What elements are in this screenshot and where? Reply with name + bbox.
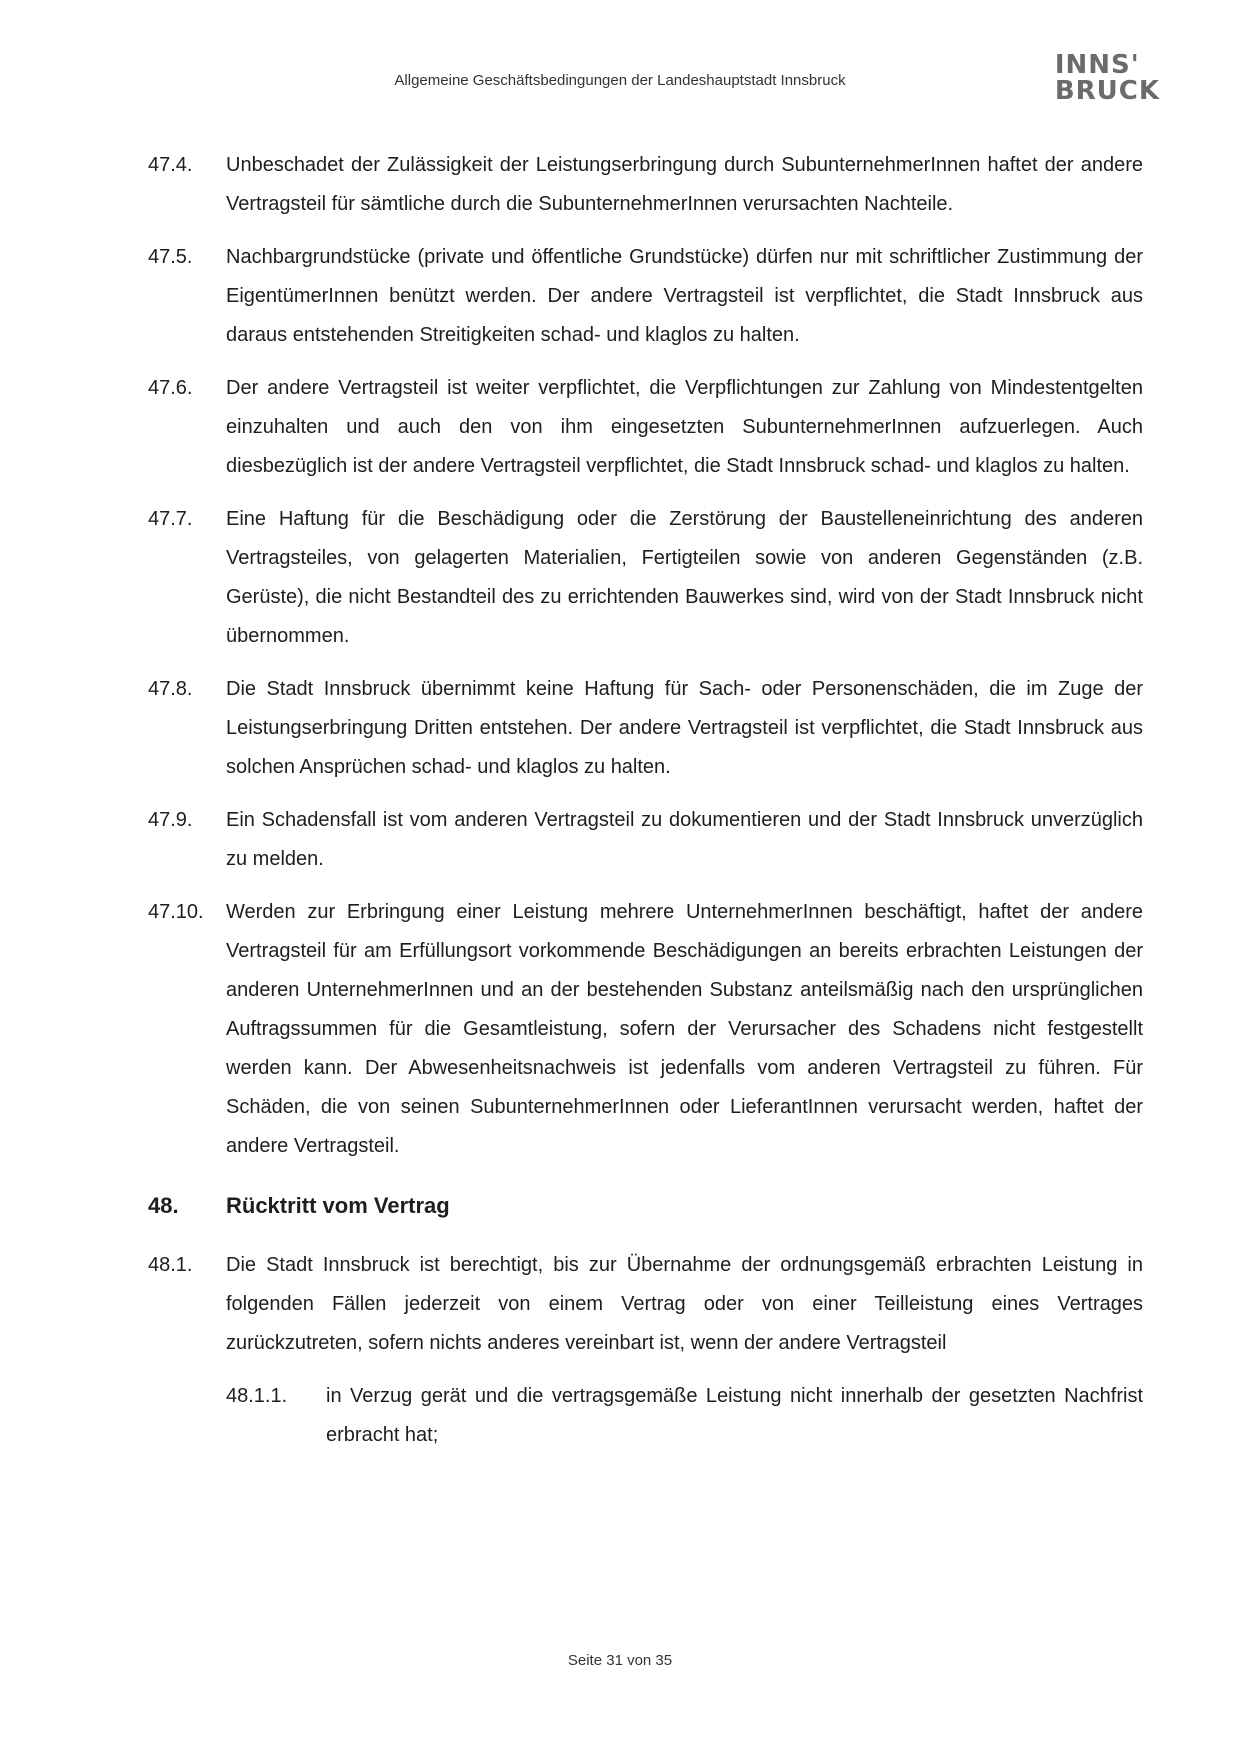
- clause-47-8: [148, 670, 1143, 787]
- clause-48-1: [148, 1246, 1143, 1363]
- clause-number: 47.10.: [148, 901, 204, 923]
- subclause-number: 48.1.1.: [226, 1385, 288, 1407]
- clause-47-9: [148, 801, 1143, 879]
- section-number: 48.: [148, 1193, 179, 1218]
- page-number: Seite 31 von 35: [567, 1652, 673, 1669]
- clause-text: Die Stadt Innsbruck ist berechtigt, bis zur Übernahme der ordnungsgemäß erbrachten Leistung in folgenden Fällen jederzeit von einem Vertrag oder von einer Teilleistung eines Vertrages zurückzutreten, sofern nichts anderes vereinbart ist, wenn der andere Vertragsteil: [226, 1254, 1143, 1354]
- clause-number: 47.5.: [148, 246, 193, 268]
- innsbruck-logo: [1055, 52, 1160, 104]
- clause-47-5: [148, 238, 1143, 355]
- clause-number: 47.7.: [148, 508, 193, 530]
- clause-text: Die Stadt Innsbruck übernimmt keine Haftung für Sach- oder Personenschäden, die im Zuge der Leistungserbringung Dritten entstehen. Der andere Vertragsteil ist verpflichtet, die Stadt Innsbruck aus solchen Ansprüchen schad- und klaglos zu halten.: [226, 678, 1143, 778]
- clause-text: Eine Haftung für die Beschädigung oder die Zerstörung der Baustelleneinrichtung des anderen Vertragsteiles, von gelagerten Materialien, Fertigteilen sowie von anderen Gegenständen (z.B. Gerüste), die nicht Bestandteil des zu errichtenden Bauwerkes sind, wird von der Stadt Innsbruck nicht übernommen.: [226, 508, 1143, 647]
- clause-number: 48.1.: [148, 1254, 193, 1276]
- logo-line-2: BRUCK: [1054, 76, 1160, 106]
- clause-47-10: [148, 893, 1143, 1166]
- clause-text: Der andere Vertragsteil ist weiter verpflichtet, die Verpflichtungen zur Zahlung von Mindestentgelten einzuhalten und auch den von ihm eingesetzten SubunternehmerInnen aufzuerlegen. Auch diesbezüglich ist der andere Vertragsteil verpflichtet, die Stadt Innsbruck schad- und klaglos zu halten.: [226, 377, 1143, 477]
- subclause-48-1-1: [226, 1377, 1143, 1455]
- clause-47-4: [148, 146, 1143, 224]
- document-body: [148, 146, 1143, 1455]
- clause-number: 47.9.: [148, 809, 193, 831]
- clause-47-7: [148, 500, 1143, 656]
- clause-number: 47.4.: [148, 154, 193, 176]
- clause-text: Werden zur Erbringung einer Leistung mehrere UnternehmerInnen beschäftigt, haftet der andere Vertragsteil für am Erfüllungsort vorkommende Beschädigungen an bereits erbrachten Leistungen der anderen UnternehmerInnen und an der bestehenden Substanz anteilsmäßig nach den ursprünglichen Auftragssummen für die Gesamtleistung, sofern der Verursacher des Schadens nicht festgestellt werden kann. Der Abwesenheitsnachweis ist jedenfalls vom anderen Vertragsteil zu führen. Für Schäden, die von seinen SubunternehmerInnen oder LieferantInnen verursacht werden, haftet der andere Vertragsteil.: [226, 901, 1143, 1157]
- section-heading-48: [148, 1188, 1143, 1224]
- clause-number: 47.6.: [148, 377, 193, 399]
- section-title: Rücktritt vom Vertrag: [226, 1193, 450, 1218]
- clause-text: Unbeschadet der Zulässigkeit der Leistungserbringung durch SubunternehmerInnen haftet der andere Vertragsteil für sämtliche durch die SubunternehmerInnen verursachten Nachteile.: [226, 154, 1143, 215]
- clause-text: Ein Schadensfall ist vom anderen Vertragsteil zu dokumentieren und der Stadt Innsbruck unverzüglich zu melden.: [226, 809, 1143, 870]
- logo-line-1: INNS': [1054, 50, 1140, 80]
- subclause-text: in Verzug gerät und die vertragsgemäße Leistung nicht innerhalb der gesetzten Nachfrist erbracht hat;: [326, 1385, 1143, 1446]
- clause-47-6: [148, 369, 1143, 486]
- clause-number: 47.8.: [148, 678, 193, 700]
- clause-text: Nachbargrundstücke (private und öffentliche Grundstücke) dürfen nur mit schriftlicher Zustimmung der EigentümerInnen benützt werden. Der andere Vertragsteil ist verpflichtet, die Stadt Innsbruck aus daraus entstehenden Streitigkeiten schad- und klaglos zu halten.: [226, 246, 1143, 346]
- page-header-title: Allgemeine Geschäftsbedingungen der Landeshauptstadt Innsbruck: [394, 72, 846, 89]
